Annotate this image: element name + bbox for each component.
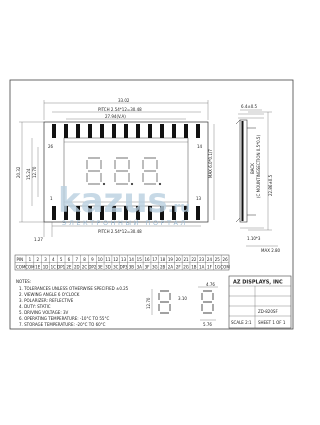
pin-table (15, 255, 230, 270)
pin-com-cell: 3A (136, 264, 142, 270)
pin-number-cell: 18 (160, 256, 166, 262)
pin-number-cell: 9 (91, 256, 94, 262)
dim-max-height: MAX 6.0*0.1/7 (208, 149, 213, 178)
note-item: 2. VIEWING ANGLE 6 O'CLOCK (19, 292, 80, 297)
detail-dim-top: 4.76 (206, 282, 215, 287)
dim-overall-width: 33.02 (118, 98, 130, 103)
pin-number-cell: 20 (175, 256, 181, 262)
pin-com-cell: 1D (42, 264, 49, 270)
pin-number-cell: 8 (83, 256, 86, 262)
pin-number-cell: 15 (136, 256, 142, 262)
pin-number-cell: 10 (97, 256, 103, 262)
pin-number-cell: 14 (128, 256, 134, 262)
pin-number-cell: 17 (152, 256, 158, 262)
pin-number-cell: 22 (191, 256, 197, 262)
note-item: 5. DRIVING VOLTAGE: 3V (19, 310, 69, 315)
company-name: AZ DISPLAYS, INC (233, 279, 283, 286)
scale-label: SCALE 2:1 (231, 320, 252, 325)
pin-number-cell: 4 (52, 256, 55, 262)
pin-com-cell: 1B (191, 264, 197, 270)
pin-com-cell: 2A (167, 264, 174, 270)
dim-pin-pitch: 1.10*3 (247, 236, 261, 241)
pin-label-14: 14 (197, 144, 203, 149)
pin-number-cell: 6 (67, 256, 71, 262)
note-item: 3. POLARIZER: REFLECTIVE (19, 298, 74, 303)
pin-label-13: 13 (196, 196, 202, 201)
pin-number-cell: 19 (167, 256, 173, 262)
pin-com-cell: 3G (151, 264, 158, 270)
pin-number-cell: 3 (44, 256, 47, 262)
com-row-label: COM (16, 264, 26, 270)
pin-com-cell: 2G (183, 264, 189, 270)
watermark-subtitle: ЭЛЕКТРОННЫЙ ПОРТАЛ (62, 219, 188, 227)
pin-com-cell: 2F (175, 264, 181, 270)
pin-com-cell: COM (25, 264, 35, 270)
pin-number-cell: 2 (36, 256, 39, 262)
pin-com-cell: COM (220, 264, 230, 270)
notes-title: NOTES: (16, 279, 31, 284)
pin-number-cell: 11 (105, 256, 111, 262)
pin-number-cell: 7 (75, 256, 79, 262)
pin-number-cell: 1 (28, 256, 32, 262)
dim-pitch-top: PITCH 2.54*12=30.48 (98, 107, 142, 112)
part-number: ZD-820SF (258, 309, 278, 314)
pin-com-cell: 2E (66, 264, 72, 270)
detail-dim-height: 12.70 (146, 297, 151, 309)
pin-number-cell: 5 (59, 256, 63, 262)
detail-dim-width: 5.76 (203, 322, 212, 327)
note-item: 6. OPERATING TEMPERATURE: -10°C TO 55°C (19, 316, 110, 321)
dim-view-height: 15.24 (26, 168, 31, 180)
pin-com-cell: DP3 (119, 264, 128, 270)
dim-overall-height: 20.32 (16, 166, 21, 178)
pin-com-cell: 3B (128, 264, 135, 270)
watermark-suffix: .ru (168, 200, 191, 216)
pin-number-cell: 13 (121, 256, 127, 262)
back-note: (C MOUNTINGSECTION 0.5*0.5) (256, 134, 261, 198)
pin-com-cell: 2B (159, 264, 166, 270)
pin-row-label: PIN (16, 256, 24, 262)
pin-number-cell: 23 (199, 256, 205, 262)
sheet-number: SHEET 1 OF 1 (258, 320, 286, 325)
pin-com-cell: 1A (199, 264, 205, 270)
pin-com-cell: 1G (214, 264, 221, 270)
title-block (229, 276, 291, 328)
pin-label-1: 1 (50, 196, 53, 201)
pin-com-cell: DP1 (57, 264, 66, 270)
watermark-logo: kazus (58, 181, 168, 221)
note-item: 7. STORAGE TEMPERATURE: -20°C TO 60°C (19, 322, 106, 327)
back-label: BACK (250, 163, 255, 174)
pin-com-cell: 3D (105, 264, 111, 270)
pin-com-cell: 1E (35, 264, 41, 270)
dim-pin-height: 22.86±0.5 (268, 174, 273, 196)
dim-inner-height: 12.70 (32, 166, 37, 178)
pin-com-cell: 2C (81, 264, 88, 270)
pin-com-cell: 1C (50, 264, 56, 270)
pin-com-cell: 3E (97, 264, 103, 270)
max-label: MAX 2.80 (261, 248, 281, 253)
pin-number-cell: 16 (144, 256, 150, 262)
pin-number-cell: 26 (222, 256, 228, 262)
pin-number-cell: 24 (206, 256, 213, 262)
pin-com-cell: 1F (207, 264, 212, 270)
dim-view-width: 27.94(V.A) (105, 114, 126, 119)
dim-left-offset: 1.27 (34, 237, 43, 242)
pin-com-cell: 3C (113, 264, 119, 270)
pin-com-cell: 2D (73, 264, 80, 270)
pin-number-cell: 21 (183, 256, 189, 262)
pin-number-cell: 12 (113, 256, 119, 262)
pin-com-cell: 3F (144, 264, 150, 270)
note-item: 1. TOLERANCES UNLESS OTHERWISE SPECIFIED ±0.25 (19, 286, 129, 291)
pin-label-26: 26 (48, 144, 54, 149)
dim-pitch-bottom: PITCH 2.54*12=30.48 (98, 229, 142, 234)
dim-thickness: 6.4±0.5 (241, 104, 258, 109)
pin-number-cell: 25 (214, 256, 220, 262)
detail-dim-small: 3.10 (178, 296, 187, 301)
pin-com-cell: DP2 (88, 264, 97, 270)
note-item: 4. DUTY: STATIC (19, 304, 51, 309)
